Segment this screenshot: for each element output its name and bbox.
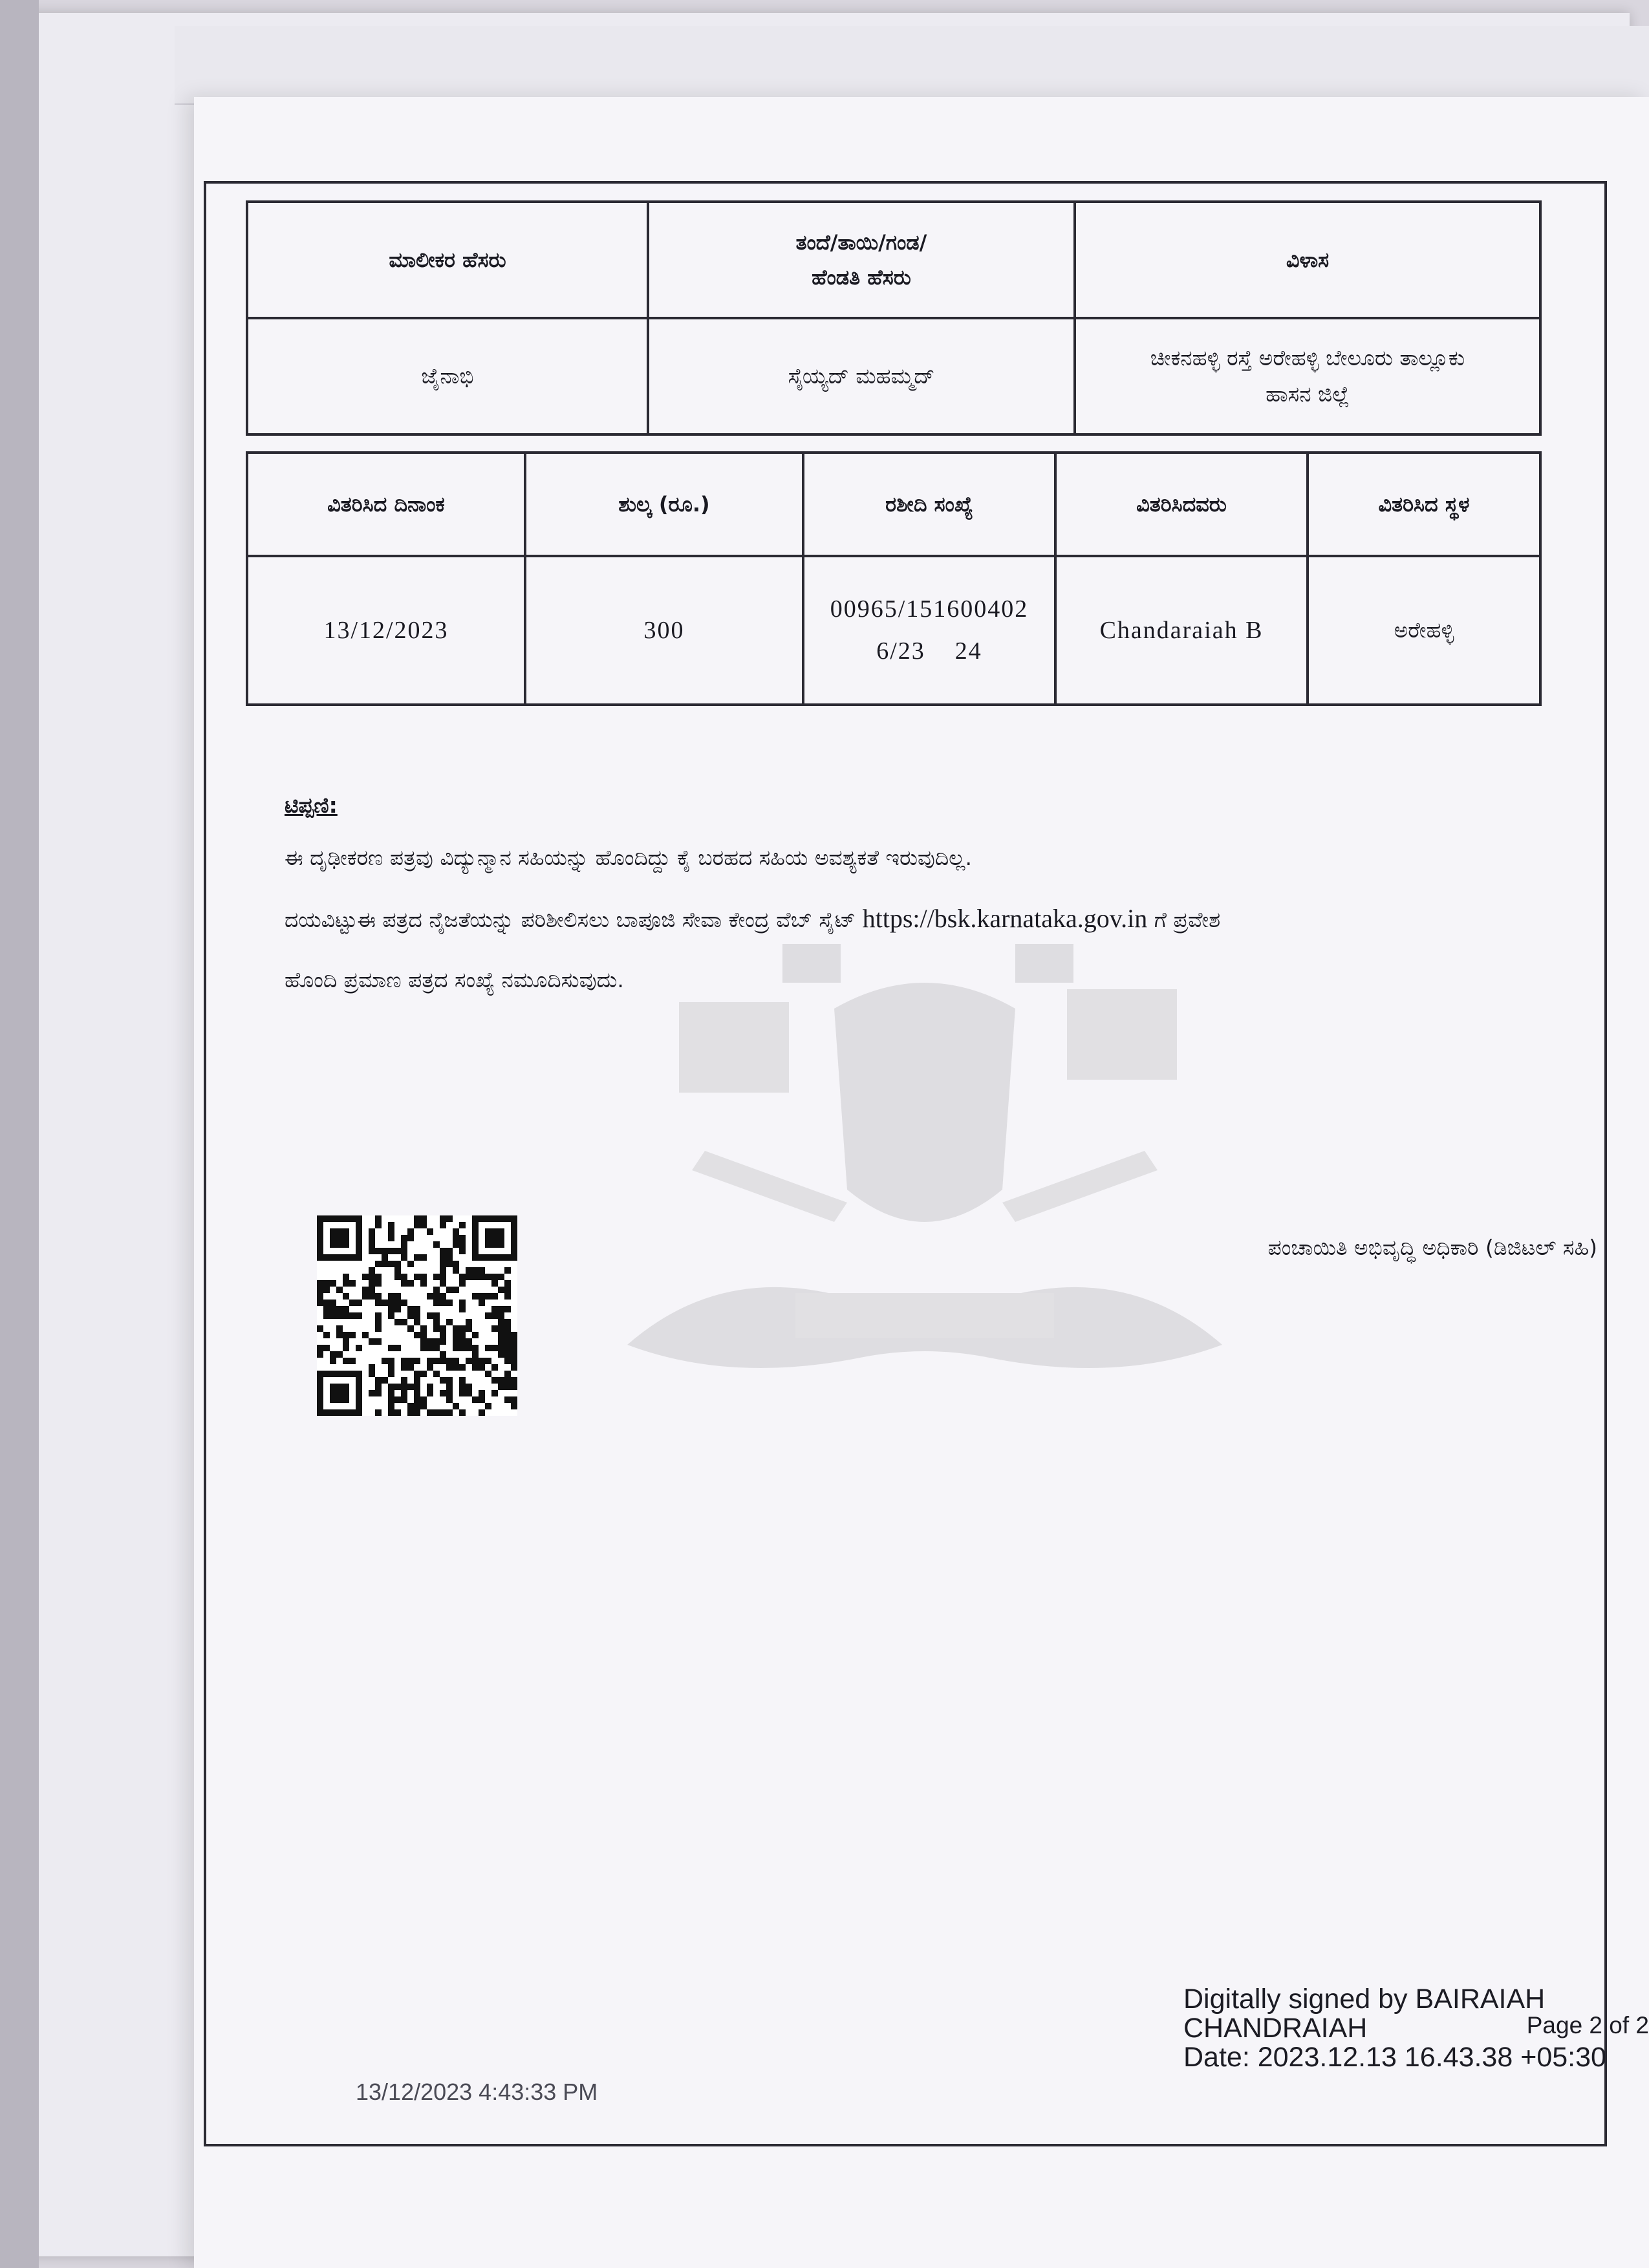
- table-row: [247, 453, 1540, 556]
- address-value: ಚೀಕನಹಳ್ಳಿ ರಸ್ತೆ ಅರೇಹಳ್ಳಿ ಬೇಲೂರು ತಾಲ್ಲೂಕು ಹಾಸನ ಜಿಲ್ಲೆ: [1075, 318, 1540, 434]
- header-fee: ಶುಲ್ಕ (ರೂ.): [525, 453, 803, 556]
- receipt-number-value: 00965/151600402 6/23 24: [803, 556, 1055, 705]
- note-line-1: ಈ ದೃಢೀಕರಣ ಪತ್ರವು ವಿದ್ಯುನ್ಮಾನ ಸಹಿಯನ್ನು ಹೊಂದಿದ್ದು ಕೈ ಬರಹದ ಸಹಿಯ ಅವಶ್ಯಕತೆ ಇರುವುದಿಲ್ಲ.: [285, 845, 972, 871]
- header-issued-by: ವಿತರಿಸಿದವರು: [1055, 453, 1308, 556]
- note-section: [285, 789, 1552, 1021]
- relation-name-value: ಸೈಯ್ಯದ್ ಮಹಮ್ಮದ್: [648, 318, 1075, 434]
- note-line-3: ಹೊಂದಿ ಪ್ರಮಾಣ ಪತ್ರದ ಸಂಖ್ಯೆ ನಮೂದಿಸುವುದು.: [285, 967, 624, 993]
- print-timestamp: 13/12/2023 4:43:33 PM: [356, 2079, 598, 2105]
- scanner-edge: [0, 0, 39, 2268]
- owner-details-table: [246, 200, 1542, 436]
- table-row: [247, 556, 1540, 705]
- header-relation-name: ತಂದೆ/ತಾಯಿ/ಗಂಡ/ ಹೆಂಡತಿ ಹೆಸರು: [648, 202, 1075, 318]
- note-line-2-suffix: ಗೆ ಪ್ರವೇಶ: [1154, 907, 1221, 933]
- note-line-2-text: ದಯವಿಟ್ಟುಈ ಪತ್ರದ ನೈಜತೆಯನ್ನು ಪರಿಶೀಲಿಸಲು ಬಾಪೂಜಿ ಸೇವಾ ಕೇಂದ್ರ ವೆಬ್ ಸೈಟ್: [285, 907, 856, 933]
- officer-signature-label: ಪಂಚಾಯಿತಿ ಅಭಿವೃದ್ಧಿ ಅಧಿಕಾರಿ (ಡಿಜಿಟಲ್ ಸಹಿ): [1267, 1235, 1597, 1260]
- note-title: ಟಿಪ್ಪಣಿ:: [285, 793, 338, 818]
- header-issue-date: ವಿತರಿಸಿದ ದಿನಾಂಕ: [247, 453, 525, 556]
- issue-date-value: 13/12/2023: [247, 556, 525, 705]
- qr-code-icon: [317, 1215, 517, 1416]
- signature-line-2: CHANDRAIAH: [1183, 2013, 1368, 2044]
- header-issue-place: ವಿತರಿಸಿದ ಸ್ಥಳ: [1308, 453, 1540, 556]
- table-row: [247, 202, 1540, 318]
- fee-value: 300: [525, 556, 803, 705]
- page-number: Page 2 of 2: [1526, 2012, 1649, 2038]
- signature-line-1: Digitally signed by BAIRAIAH: [1183, 1984, 1546, 2015]
- issue-details-table: [246, 451, 1542, 706]
- verification-website-link[interactable]: https://bsk.karnataka.gov.in: [862, 904, 1148, 934]
- header-receipt-number: ರಶೀದಿ ಸಂಖ್ಯೆ: [803, 453, 1055, 556]
- digital-signature-block: [1183, 1985, 1649, 2072]
- owner-name-value: ಜೈನಾಭಿ: [247, 318, 648, 434]
- header-address: ವಿಳಾಸ: [1075, 202, 1540, 318]
- document-page: [194, 97, 1649, 2268]
- table-row: [247, 318, 1540, 434]
- issue-place-value: ಅರೇಹಳ್ಳಿ: [1308, 556, 1540, 705]
- signature-line-3: Date: 2023.12.13 16.43.38 +05:30: [1183, 2042, 1606, 2073]
- issued-by-value: Chandaraiah B: [1055, 556, 1308, 705]
- header-owner-name: ಮಾಲೀಕರ ಹೆಸರು: [247, 202, 648, 318]
- top-paper-edge: [175, 26, 1649, 105]
- note-line-2: [285, 899, 1552, 939]
